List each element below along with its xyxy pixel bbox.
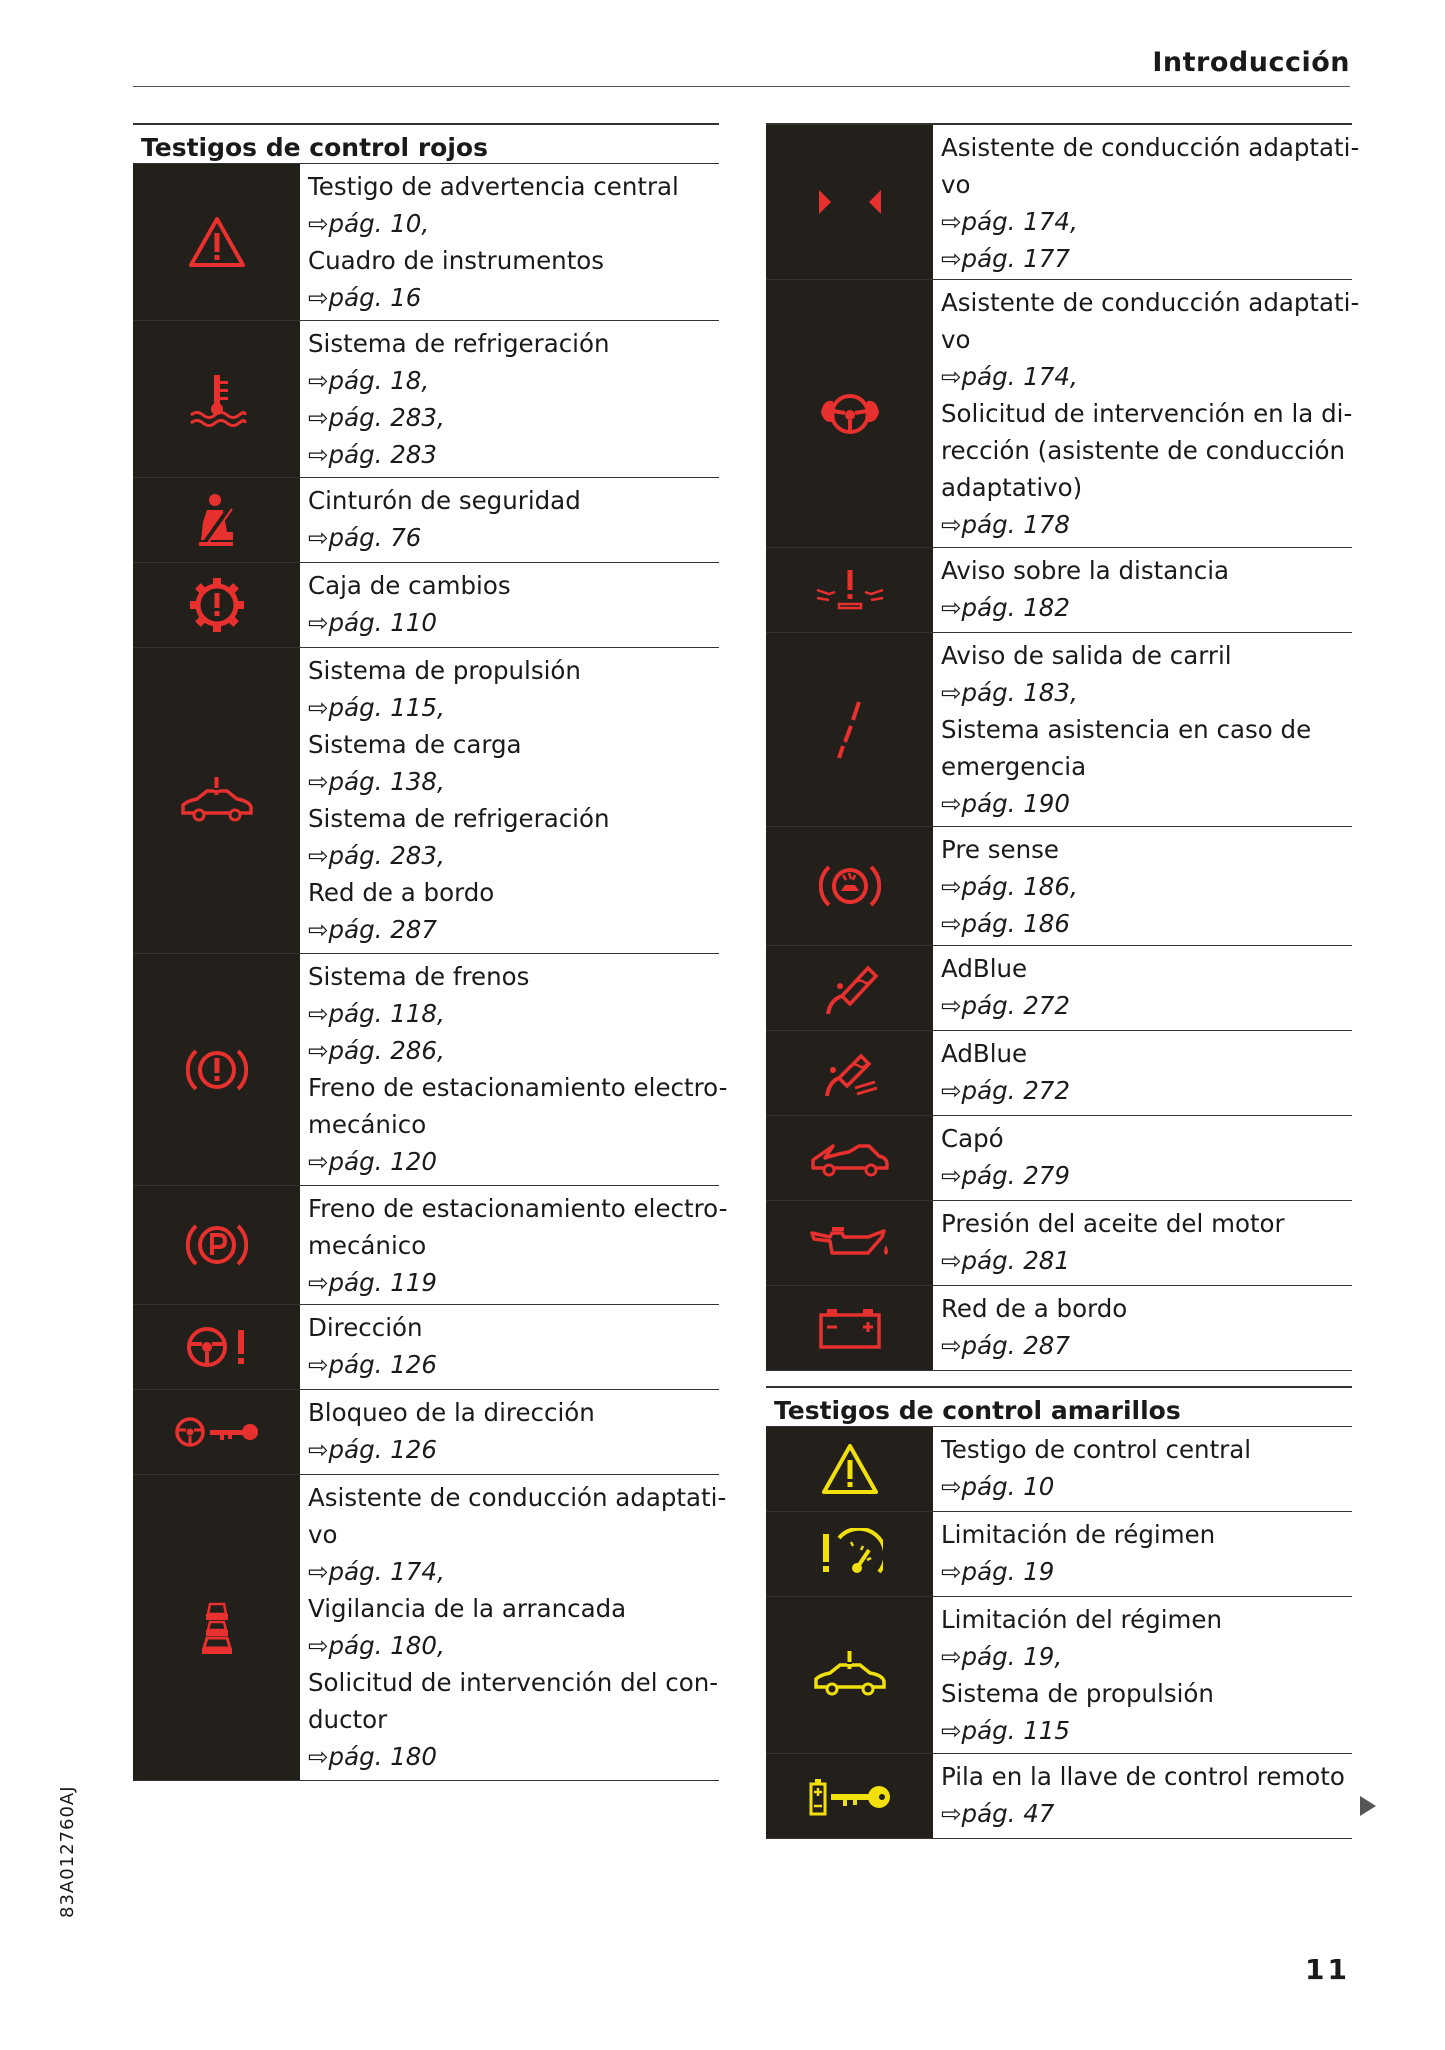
indicator-text [933,125,1367,279]
indicator-label: Pre sense [941,835,1059,864]
page-reference: ⇨pág. 283, [308,403,445,432]
indicator-label: mecánico [308,1231,427,1260]
indicator-label: Pila en la llave de control remoto [941,1762,1345,1791]
indicator-text [933,548,1352,632]
indicator-label: Asistente de conducción adaptati- [941,288,1360,317]
section-title-red: Testigos de control rojos [133,123,719,164]
indicator-row [766,1597,1352,1754]
indicator-label: rección (asistente de conducción [941,436,1345,465]
indicator-text [933,1597,1352,1753]
icon-cell [133,648,300,953]
indicator-text [300,321,719,477]
page-reference: ⇨pág. 182 [941,593,1070,622]
indicator-row [133,478,719,563]
indicator-label: Red de a bordo [941,1294,1128,1323]
indicator-label: ductor [308,1705,388,1734]
car-warning-icon [179,777,255,825]
page-reference: ⇨pág. 47 [941,1799,1055,1828]
indicator-row [133,1305,719,1390]
indicator-row [133,954,728,1186]
indicator-row [133,1186,728,1305]
page-reference: ⇨pág. 272 [941,1076,1070,1105]
indicator-label: Sistema de refrigeración [308,329,610,358]
indicator-text [300,954,735,1185]
brake-system-icon [186,1045,248,1095]
indicator-label: Sistema de refrigeración [308,804,610,833]
header-rule [133,86,1350,87]
page-reference: ⇨pág. 16 [308,283,422,312]
battery-icon [817,1305,883,1351]
indicator-row [766,1754,1352,1839]
page-reference: ⇨pág. 126 [308,1350,437,1379]
page-reference: ⇨pág. 19, [941,1642,1063,1671]
icon-cell [133,164,300,320]
indicator-row [133,563,719,648]
indicator-row [766,1512,1352,1597]
indicator-label: adaptativo) [941,473,1083,502]
indicator-text [300,1305,719,1389]
page-reference: ⇨pág. 283 [308,440,437,469]
indicator-label: Testigo de control central [941,1435,1252,1464]
indicator-label: Testigo de advertencia central [308,172,679,201]
left-column [133,123,728,1781]
indicator-row [133,648,719,954]
indicator-label: Limitación del régimen [941,1605,1222,1634]
page-reference: ⇨pág. 18, [308,366,430,395]
indicator-row [133,321,719,478]
page-reference: ⇨pág. 183, [941,678,1078,707]
icon-cell [133,1186,300,1304]
indicator-text [933,1031,1352,1115]
page-reference: ⇨pág. 10 [941,1472,1055,1501]
indicator-row [766,1116,1352,1201]
car-warning-yellow-icon [812,1651,888,1699]
indicator-text [933,1201,1352,1285]
icon-cell [766,1597,933,1753]
pre-sense-icon [819,861,881,911]
indicator-row [133,1390,719,1475]
indicator-label: Caja de cambios [308,571,511,600]
coolant-temperature-icon [187,371,247,427]
steering-lock-icon [174,1414,260,1450]
page-reference: ⇨pág. 119 [308,1268,437,1297]
page-reference: ⇨pág. 287 [941,1331,1070,1360]
indicator-label: vo [308,1520,338,1549]
section-title-yellow: Testigos de control amarillos [766,1386,1352,1427]
indicator-label: Red de a bordo [308,878,495,907]
page-reference: ⇨pág. 178 [941,510,1070,539]
page-reference: ⇨pág. 272 [941,991,1070,1020]
page-reference: ⇨pág. 174, [941,362,1078,391]
indicator-label: Freno de estacionamiento electro- [308,1194,728,1223]
icon-cell [133,321,300,477]
indicator-row [766,123,1360,280]
indicator-text [933,1512,1352,1596]
continue-arrow-icon [1360,1796,1376,1816]
parking-brake-icon [186,1220,248,1270]
indicator-label: Asistente de conducción adaptati- [941,133,1360,162]
indicator-label: emergencia [941,752,1087,781]
page-number: 11 [1305,1953,1350,1986]
indicator-row [766,633,1352,827]
indicator-row [766,280,1360,548]
indicator-label: Cinturón de seguridad [308,486,581,515]
indicator-label: Sistema asistencia en caso de [941,715,1312,744]
indicator-label: Sistema de propulsión [941,1679,1214,1708]
oil-pressure-icon [808,1223,892,1263]
indicator-label: Presión del aceite del motor [941,1209,1285,1238]
indicator-row [766,1427,1352,1512]
icon-cell [766,1116,933,1200]
icon-cell [133,563,300,647]
indicator-label: Freno de estacionamiento electro- [308,1073,728,1102]
indicator-label: Asistente de conducción adaptati- [308,1483,727,1512]
indicator-text [933,1286,1352,1370]
icon-cell [133,478,300,562]
page-header-title: Introducción [1152,47,1350,78]
icon-cell [766,125,933,279]
page-reference: ⇨pág. 180, [308,1631,445,1660]
icon-cell [766,1201,933,1285]
icon-cell [133,954,300,1185]
indicator-row [766,946,1352,1031]
page-reference: ⇨pág. 190 [941,789,1070,818]
icon-cell [766,548,933,632]
indicator-text [300,164,719,320]
indicator-row [766,1201,1352,1286]
icon-cell [766,1031,933,1115]
indicator-text [300,1475,734,1780]
page-reference: ⇨pág. 281 [941,1246,1070,1275]
indicator-text [933,280,1367,547]
key-battery-icon [805,1772,895,1820]
page-reference: ⇨pág. 174, [308,1557,445,1586]
hands-on-wheel-icon [819,391,881,437]
icon-cell [766,1512,933,1596]
indicator-text [300,1390,719,1474]
indicator-text [933,633,1352,826]
icon-cell [766,280,933,547]
adblue-nozzle-icon [820,960,880,1016]
warning-triangle-icon [187,215,247,269]
indicator-row [766,1031,1352,1116]
page-reference: ⇨pág. 186 [941,909,1070,938]
page-reference: ⇨pág. 19 [941,1557,1055,1586]
indicator-text [300,1186,735,1304]
seatbelt-icon [193,492,241,548]
page-reference: ⇨pág. 287 [308,915,437,944]
indicator-label: Sistema de frenos [308,962,530,991]
indicator-text [933,827,1352,945]
lane-departure-icon [835,700,865,760]
indicator-label: Aviso de salida de carril [941,641,1232,670]
indicator-label: Bloqueo de la dirección [308,1398,595,1427]
indicator-text [300,563,719,647]
page-reference: ⇨pág. 279 [941,1161,1070,1190]
indicator-row [766,548,1352,633]
page-reference: ⇨pág. 126 [308,1435,437,1464]
indicator-label: Capó [941,1124,1004,1153]
page-reference: ⇨pág. 283, [308,841,445,870]
page-reference: ⇨pág. 76 [308,523,422,552]
hood-open-icon [809,1138,891,1178]
indicator-text [933,946,1352,1030]
indicator-label: Vigilancia de la arrancada [308,1594,627,1623]
icon-cell [766,946,933,1030]
icon-cell [766,1754,933,1838]
indicator-label: AdBlue [941,1039,1028,1068]
indicator-text [300,478,719,562]
page-reference: ⇨pág. 120 [308,1147,437,1176]
indicator-label: Sistema de propulsión [308,656,581,685]
page-reference: ⇨pág. 115, [308,693,445,722]
gearbox-icon [189,577,245,633]
icon-cell [766,633,933,826]
indicator-text [933,1754,1353,1838]
icon-cell [133,1475,300,1780]
indicator-label: Aviso sobre la distancia [941,556,1230,585]
page-reference: ⇨pág. 115 [941,1716,1070,1745]
indicator-text [300,648,719,953]
traffic-jam-assist-icon [200,1600,234,1656]
indicator-label: Dirección [308,1313,423,1342]
indicator-label: vo [941,325,971,354]
page-reference: ⇨pág. 174, [941,207,1078,236]
indicator-text [933,1116,1352,1200]
indicator-row [766,827,1352,946]
indicator-label: AdBlue [941,954,1028,983]
distance-warning-icon [815,568,885,612]
icon-cell [766,1286,933,1370]
icon-cell [766,1427,933,1511]
lane-markers-icon [815,184,885,220]
icon-cell [766,827,933,945]
page-reference: ⇨pág. 10, [308,209,430,238]
page-reference: ⇨pág. 118, [308,999,445,1028]
icon-cell [133,1305,300,1389]
document-code: 83A012760AJ [57,1785,78,1918]
indicator-row [133,1475,727,1781]
central-warning-yellow-icon [820,1442,880,1496]
page-reference: ⇨pág. 177 [941,244,1070,273]
indicator-label: Solicitud de intervención en la di- [941,399,1353,428]
indicator-row [133,164,719,321]
page-reference: ⇨pág. 186, [941,872,1078,901]
indicator-text [933,1427,1352,1511]
rpm-limit-icon [817,1528,883,1580]
indicator-label: Sistema de carga [308,730,522,759]
steering-warning-icon [184,1324,250,1370]
indicator-label: Cuadro de instrumentos [308,246,605,275]
indicator-label: vo [941,170,971,199]
adblue-system-icon [819,1048,881,1098]
page-reference: ⇨pág. 180 [308,1742,437,1771]
indicator-label: Limitación de régimen [941,1520,1216,1549]
icon-cell [133,1390,300,1474]
indicator-label: Solicitud de intervención del con- [308,1668,719,1697]
page-reference: ⇨pág. 286, [308,1036,445,1065]
indicator-label: mecánico [308,1110,427,1139]
right-column [766,123,1360,1839]
indicator-row [766,1286,1352,1371]
page-reference: ⇨pág. 110 [308,608,437,637]
page-reference: ⇨pág. 138, [308,767,445,796]
